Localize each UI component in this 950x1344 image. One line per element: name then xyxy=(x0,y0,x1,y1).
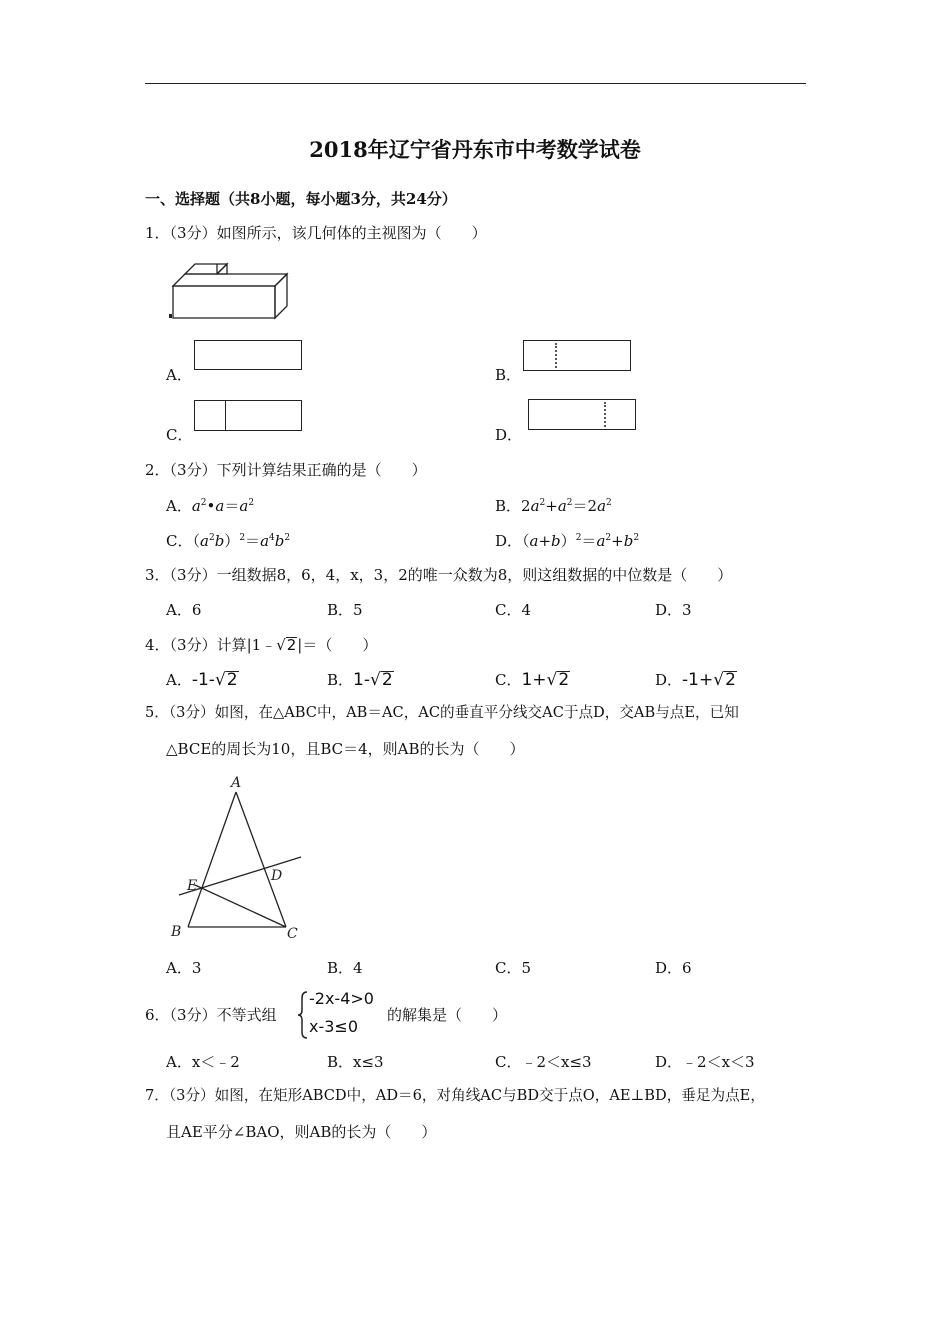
stem-text: 4．（3分）计算|1﹣ xyxy=(145,636,277,654)
q1-option-a-label: A． xyxy=(166,366,192,384)
q4-option-b xyxy=(327,671,394,689)
sqrt-expression: √2 xyxy=(276,636,297,654)
q4-option-c xyxy=(495,671,570,689)
q5-option-a: A．3 xyxy=(166,959,202,977)
sqrt-expression: √2 xyxy=(369,670,393,690)
operator: + xyxy=(545,497,558,515)
side-ab xyxy=(188,792,236,927)
option-letter: C． xyxy=(166,532,193,550)
label-d: D xyxy=(271,868,283,884)
sqrt-expression: √2 xyxy=(546,670,570,690)
q1-option-c-label: C． xyxy=(166,426,193,444)
question-1-stem: 1．（3分）如图所示，该几何体的主视图为（ ） xyxy=(145,224,487,242)
label-b: B xyxy=(171,924,182,940)
q2-option-b xyxy=(495,499,612,514)
q5-option-b: B．4 xyxy=(327,959,363,977)
hidden-edge-line xyxy=(604,402,606,427)
q4-option-d xyxy=(655,671,737,689)
option-letter: B． xyxy=(327,671,354,689)
var: a xyxy=(596,532,606,550)
option-letter: A． xyxy=(166,497,192,515)
section-heading: 一、选择题（共8小题，每小题3分，共24分） xyxy=(145,190,457,208)
exponent: 2 xyxy=(248,498,255,508)
q3-option-a: A．6 xyxy=(166,601,202,619)
radicand: 2 xyxy=(226,670,238,690)
inequality-1: -2x-4>0 xyxy=(309,989,374,1008)
q6-option-a: A．x＜﹣2 xyxy=(166,1053,240,1071)
var: b xyxy=(623,532,634,550)
var: a xyxy=(200,532,209,550)
perpendicular-bisector xyxy=(179,857,301,895)
q1-option-a-figure xyxy=(194,340,302,370)
question-5-line-1: 5．（3分）如图，在△ABC中，AB＝AC，AC的垂直平分线交AC于点D，交AB与点E，已知 xyxy=(145,704,739,721)
sqrt-expression: √2 xyxy=(214,670,238,690)
var: a xyxy=(557,497,567,515)
label-e: E xyxy=(187,878,198,894)
q2-option-c xyxy=(166,534,290,549)
expr: -1- xyxy=(191,670,215,690)
sqrt-expression: √2 xyxy=(713,670,736,690)
option-letter: D． xyxy=(495,532,523,550)
radicand: 2 xyxy=(558,670,570,690)
hidden-edge-line xyxy=(555,343,557,368)
option-letter: C． xyxy=(495,671,522,689)
q3-option-d: D．3 xyxy=(655,601,692,619)
question-5-line-2: △BCE的周长为10，且BC＝4，则AB的长为（ ） xyxy=(166,740,525,758)
var: b xyxy=(274,532,285,550)
operator: • xyxy=(206,497,216,515)
q6-option-c: C．﹣2＜x≤3 xyxy=(495,1053,592,1071)
stem-text: |＝（ ） xyxy=(297,636,378,654)
exponent: 2 xyxy=(200,498,207,508)
var: a xyxy=(215,497,225,515)
var: b xyxy=(214,532,225,550)
q1-option-d-figure xyxy=(528,399,636,430)
header-rule xyxy=(145,83,806,84)
q2-option-d xyxy=(495,534,639,549)
exponent: 2 xyxy=(539,498,546,508)
label-c: C xyxy=(287,926,298,942)
var: a xyxy=(260,532,270,550)
q1-option-c-figure xyxy=(194,400,302,431)
paren: ） xyxy=(224,532,240,550)
inequality-2: x-3≤0 xyxy=(309,1017,359,1036)
expr: 1- xyxy=(353,670,370,690)
question-6-stem-post: 的解集是（ ） xyxy=(387,1006,508,1024)
exam-title: 2018年辽宁省丹东市中考数学试卷 xyxy=(309,137,641,162)
var: a xyxy=(191,497,201,515)
exponent: 2 xyxy=(605,533,612,543)
q5-option-c: C．5 xyxy=(495,959,532,977)
equals: ＝ xyxy=(245,532,261,550)
q1-option-b-figure xyxy=(523,340,631,371)
question-4-stem xyxy=(145,637,377,653)
q6-option-d: D．﹣2＜x＜3 xyxy=(655,1053,755,1071)
q3-option-c: C．4 xyxy=(495,601,532,619)
var: a xyxy=(530,497,540,515)
label-a: A xyxy=(231,775,242,791)
equals: ＝2 xyxy=(572,497,598,515)
exponent: 2 xyxy=(566,498,573,508)
expr: 1+ xyxy=(521,670,547,690)
var: a xyxy=(597,497,607,515)
left-brace-icon xyxy=(297,990,309,1040)
exponent: 2 xyxy=(575,533,582,543)
option-letter: B． xyxy=(495,497,522,515)
paren: ） xyxy=(560,532,576,550)
exponent: 2 xyxy=(208,533,215,543)
operator: + xyxy=(611,532,624,550)
option-letter: A． xyxy=(166,671,192,689)
q1-option-d-label: D． xyxy=(495,426,523,444)
question-3-stem: 3．（3分）一组数据8，6，4，x，3，2的唯一众数为8，则这组数据的中位数是（ ） xyxy=(145,566,733,584)
option-letter: D． xyxy=(655,671,683,689)
q5-option-d: D．6 xyxy=(655,959,692,977)
exponent: 2 xyxy=(633,533,640,543)
question-1-solid-figure xyxy=(165,256,295,322)
paren: （ xyxy=(192,532,200,550)
radicand: 2 xyxy=(286,636,297,654)
question-7-line-1: 7．（3分）如图，在矩形ABCD中，AD＝6，对角线AC与BD交于点O，AE⊥BD，垂足为点E， xyxy=(145,1087,765,1104)
q3-option-b: B．5 xyxy=(327,601,363,619)
var: a xyxy=(239,497,249,515)
q2-option-a xyxy=(166,499,254,514)
question-5-triangle-figure xyxy=(165,772,310,944)
question-6-stem-pre: 6．（3分）不等式组 xyxy=(145,1006,277,1024)
q1-option-b-label: B． xyxy=(495,366,522,384)
q4-option-a xyxy=(166,671,239,689)
exponent: 2 xyxy=(284,533,291,543)
visible-edge-line xyxy=(225,401,226,430)
radicand: 2 xyxy=(725,670,736,690)
exponent: 4 xyxy=(269,533,275,543)
coef: 2 xyxy=(521,497,531,515)
equals: ＝ xyxy=(224,497,240,515)
exponent: 2 xyxy=(239,533,246,543)
exponent: 2 xyxy=(606,498,612,508)
radicand: 2 xyxy=(381,670,393,690)
var: a+b xyxy=(529,532,561,550)
paren: （ xyxy=(522,532,530,550)
question-2-stem: 2．（3分）下列计算结果正确的是（ ） xyxy=(145,461,427,479)
question-7-line-2: 且AE平分∠BAO，则AB的长为（ ） xyxy=(166,1123,437,1141)
expr: -1+ xyxy=(682,670,714,690)
equals: ＝ xyxy=(581,532,597,550)
q6-option-b: B．x≤3 xyxy=(327,1053,384,1071)
